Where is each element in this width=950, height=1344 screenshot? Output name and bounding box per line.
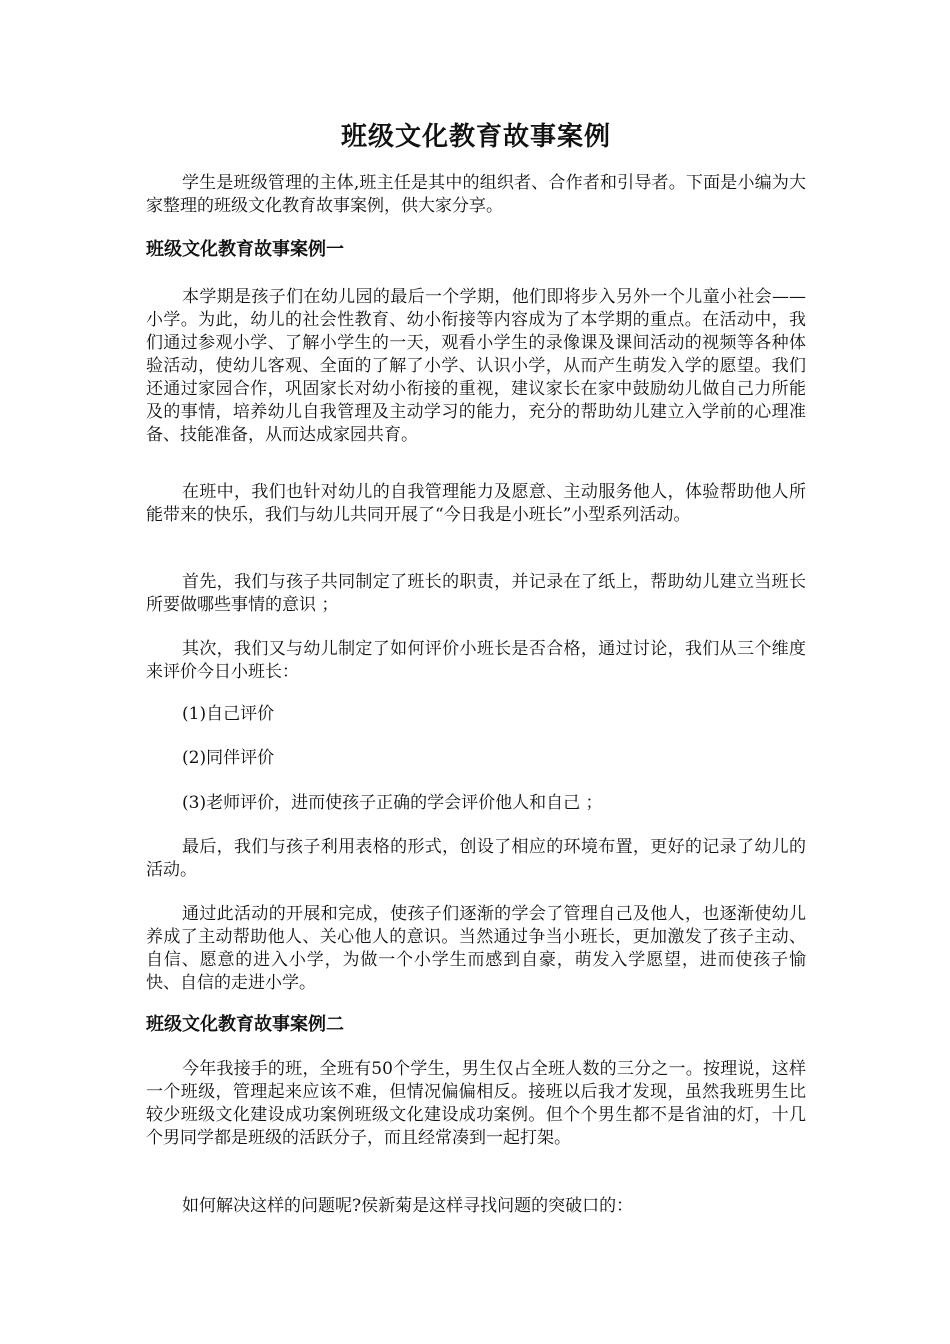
paragraph: 其次，我们又与幼儿制定了如何评价小班长是否合格，通过讨论，我们从三个维度来评价今日小班长： [146,639,806,682]
paragraph: 最后，我们与孩子利用表格的形式，创设了相应的环境布置，更好的记录了幼儿的活动。 [146,837,806,880]
section-heading-1: 班级文化教育故事案例一 [146,239,344,260]
paragraph: 首先，我们与孩子共同制定了班长的职责，并记录在了纸上，帮助幼儿建立当班长所要做哪些事情的意识 ； [146,572,806,615]
paragraph: 今年我接手的班，全班有50个学生，男生仅占全班人数的三分之一。按理说，这样一个班级，管理起来应该不难，但情况偏偏相反。接班以后我才发现，虽然我班男生比较少班级文化建设成功案例班级文化建设成功案例。但个个男生都不是省油的灯，十几个男同学都是班级的活跃分子，而且经常凑到一起打架。 [146,1059,806,1148]
list-item: (1)自己评价 [182,704,275,724]
paragraph: 通过此活动的开展和完成，使孩子们逐渐的学会了管理自己及他人，也逐渐使幼儿养成了主动帮助他人、关心他人的意识。当然通过争当小班长，更加激发了孩子主动、自信、愿意的进入小学，为做一个小学生而感到自豪，萌发入学愿望，进而使孩子愉快、自信的走进小学。 [146,904,806,993]
document-title: 班级文化教育故事案例 [340,122,611,152]
paragraph: 本学期是孩子们在幼儿园的最后一个学期，他们即将步入另外一个儿童小社会——小学。为此，幼儿的社会性教育、幼小衔接等内容成为了本学期的重点。在活动中，我们通过参观小学、了解小学生的一天，观看小学生的录像课及课间活动的视频等各种体验活动，使幼儿客观、全面的了解了小学、认识小学，从而产生萌发入学的愿望。我们还通过家园合作，巩固家长对幼小衔接的重视，建议家长在家中鼓励幼儿做自己力所能及的事情，培养幼儿自我管理及主动学习的能力，充分的帮助幼儿建立入学前的心理准备、技能准备，从而达成家园共育。 [146,287,806,445]
list-item: (3)老师评价，进而使孩子正确的学会评价他人和自己 ； [182,793,603,813]
paragraph: 如何解决这样的问题呢?侯新菊是这样寻找问题的突破口的： [182,1196,634,1216]
intro-paragraph: 学生是班级管理的主体,班主任是其中的组织者、合作者和引导者。下面是小编为大家整理的班级文化教育故事案例，供大家分享。 [146,173,806,216]
list-item: (2)同伴评价 [182,748,275,768]
section-heading-2: 班级文化教育故事案例二 [146,1014,344,1035]
paragraph: 在班中，我们也针对幼儿的自我管理能力及愿意、主动服务他人，体验帮助他人所能带来的快乐，我们与幼儿共同开展了“今日我是小班长”小型系列活动。 [146,482,806,525]
